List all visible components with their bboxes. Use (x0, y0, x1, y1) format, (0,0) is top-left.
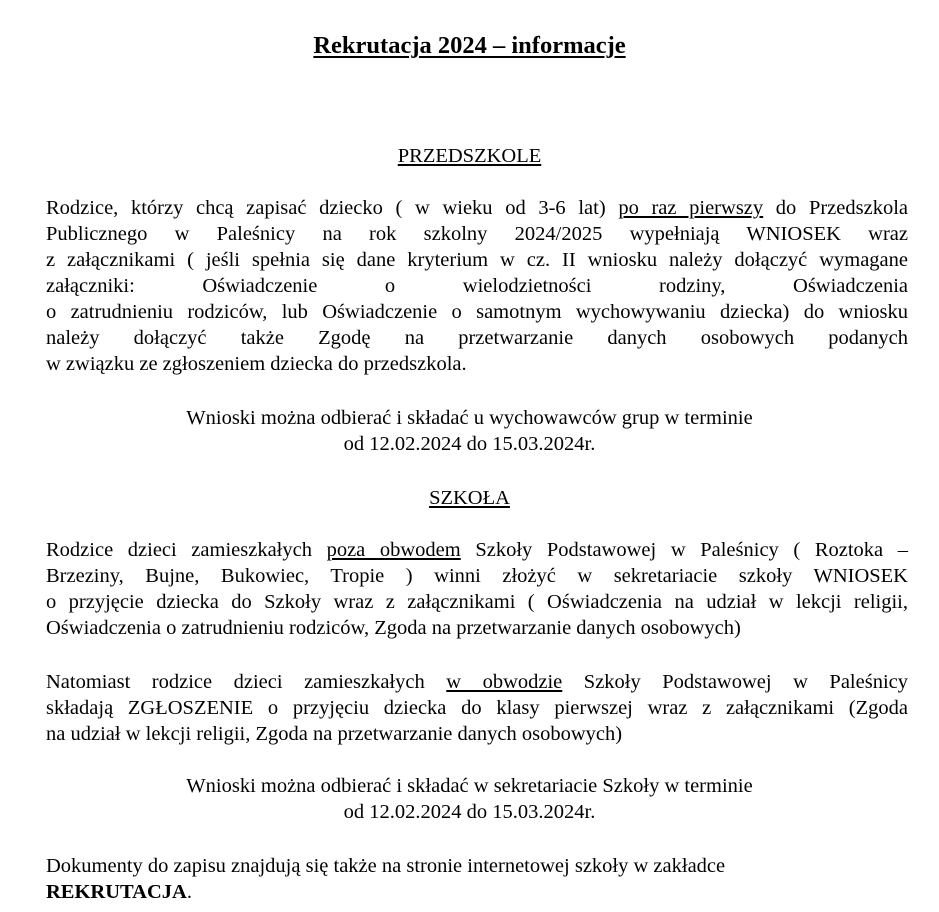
text-span: . (186, 881, 192, 903)
text-span: do Przedszkola (763, 197, 909, 219)
school-p1-line-2: Brzeziny, Bujne, Bukowiec, Tropie ) winni złożyć w sekretariacie szkoły WNIOSEK (46, 565, 908, 587)
school-p1-line-4: Oświadczenia o zatrudnieniu rodziców, Zgoda na przetwarzanie danych osobowych) (46, 617, 741, 639)
school-term-line-1: Wnioski można odbierać i składać w sekretariacie Szkoły w terminie (186, 775, 753, 797)
text-span: Szkoły Podstawowej w Paleśnicy ( Roztoka – (460, 539, 908, 561)
preschool-term-line-2: od 12.02.2024 do 15.03.2024r. (343, 433, 596, 455)
school-term-line-2: od 12.02.2024 do 15.03.2024r. (343, 801, 596, 823)
underlined-text: poza obwodem (326, 539, 461, 561)
preschool-line-4: załączniki: Oświadczenie o wielodzietności rodziny, Oświadczenia (46, 275, 908, 297)
school-p2-line-1 (46, 670, 908, 694)
school-p1-line-3: o przyjęcie dziecka do Szkoły wraz z załącznikami ( Oświadczenia na udział w lekcji religii, (46, 591, 908, 613)
preschool-line-2: Publicznego w Paleśnicy na rok szkolny 2024/2025 wypełniają WNIOSEK wraz (46, 223, 908, 245)
text-span: Rodzice, którzy chcą zapisać dziecko ( w wieku od 3-6 lat) (46, 197, 619, 219)
underlined-text: po raz pierwszy (618, 197, 764, 219)
preschool-line-6: należy dołączyć także Zgodę na przetwarzanie danych osobowych podanych (46, 327, 908, 349)
rekrutacja-bold-text: REKRUTACJA (46, 881, 187, 903)
text-span: Rodzice dzieci zamieszkałych (46, 539, 327, 561)
footer-line-1: Dokumenty do zapisu znajdują się także na stronie internetowej szkoły w zakładce (46, 855, 726, 877)
text-span: Natomiast rodzice dzieci zamieszkałych (46, 671, 447, 693)
preschool-line-7: w związku ze zgłoszeniem dziecka do przedszkola. (46, 353, 467, 375)
footer-line-2 (46, 880, 192, 904)
underlined-text: w obwodzie (446, 671, 563, 693)
school-p2-line-3: na udział w lekcji religii, Zgoda na przetwarzanie danych osobowych) (46, 723, 623, 745)
text-span: Szkoły Podstawowej w Paleśnicy (562, 671, 908, 693)
school-p1-line-1 (46, 538, 908, 562)
preschool-heading: PRZEDSZKOLE (397, 145, 542, 167)
preschool-line-1 (46, 196, 908, 220)
school-heading: SZKOŁA (429, 487, 510, 509)
preschool-term-line-1: Wnioski można odbierać i składać u wychowawców grup w terminie (186, 407, 753, 429)
document-title: Rekrutacja 2024 – informacje (313, 32, 626, 59)
school-p2-line-2: składają ZGŁOSZENIE o przyjęciu dziecka do klasy pierwszej wraz z załącznikami (Zgoda (46, 697, 908, 719)
preschool-line-3: z załącznikami ( jeśli spełnia się dane kryterium w cz. II wniosku należy dołączyć wymagane (46, 249, 908, 271)
preschool-line-5: o zatrudnieniu rodziców, lub Oświadczenie o samotnym wychowywaniu dziecka) do wniosku (46, 301, 908, 323)
